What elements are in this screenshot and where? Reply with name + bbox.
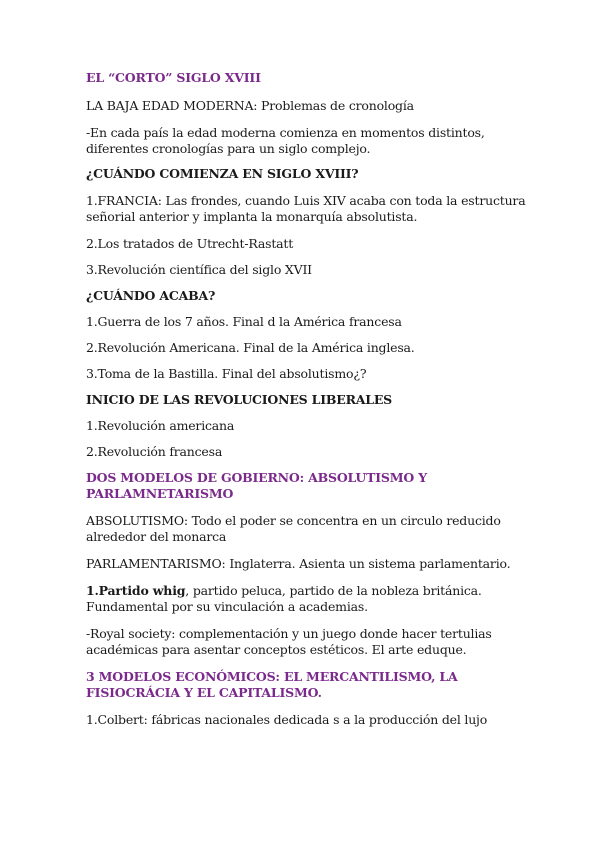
list-item-end-3: 3.Toma de la Bastilla. Final del absolutismo¿? bbox=[86, 366, 367, 381]
list-item-start-1: 1.FRANCIA: Las frondes, cuando Luis XIV acaba con toda la estructura señorial anterior y implanta la monarquía absolutista. bbox=[86, 193, 526, 224]
list-item-end-2: 2.Revolución Americana. Final de la América inglesa. bbox=[86, 340, 415, 355]
partido-whig-bold: 1.Partido whig bbox=[86, 583, 186, 598]
heading-revoluciones-liberales: INICIO DE LAS REVOLUCIONES LIBERALES bbox=[86, 392, 393, 407]
heading-cuando-acaba: ¿CUÁNDO ACABA? bbox=[86, 288, 216, 303]
paragraph-baja-edad-moderna: LA BAJA EDAD MODERNA: Problemas de cronología bbox=[86, 98, 414, 113]
document-title: EL “CORTO” SIGLO XVIII bbox=[86, 70, 261, 85]
heading-cuando-comienza: ¿CUÁNDO COMIENZA EN SIGLO XVIII? bbox=[86, 166, 359, 181]
heading-modelos-gobierno: DOS MODELOS DE GOBIERNO: ABSOLUTISMO Y PARLAMNETARISMO bbox=[86, 470, 427, 501]
paragraph-cronologias: -En cada país la edad moderna comienza en momentos distintos, diferentes cronologías para un siglo complejo. bbox=[86, 125, 485, 156]
list-item-start-3: 3.Revolución científica del siglo XVII bbox=[86, 262, 312, 277]
paragraph-parlamentarismo: PARLAMENTARISMO: Inglaterra. Asienta un sistema parlamentario. bbox=[86, 556, 511, 571]
list-item-end-1: 1.Guerra de los 7 años. Final d la América francesa bbox=[86, 314, 402, 329]
document-page bbox=[86, 70, 526, 728]
list-item-revolution-1: 1.Revolución americana bbox=[86, 418, 235, 433]
paragraph-colbert: 1.Colbert: fábricas nacionales dedicada s a la producción del lujo bbox=[86, 712, 488, 727]
partido-whig-text: , partido peluca, partido de la nobleza británica. Fundamental por su vinculación a academias. bbox=[86, 583, 482, 614]
paragraph-royal-society: -Royal society: complementación y un juego donde hacer tertulias académicas para asentar conceptos estéticos. El arte eduque. bbox=[86, 626, 492, 657]
heading-modelos-economicos: 3 MODELOS ECONÓMICOS: EL MERCANTILISMO, LA FISIOCRÁCIA Y EL CAPITALISMO. bbox=[86, 669, 458, 700]
list-item-start-2: 2.Los tratados de Utrecht-Rastatt bbox=[86, 236, 294, 251]
list-item-revolution-2: 2.Revolución francesa bbox=[86, 444, 223, 459]
paragraph-partido-whig bbox=[86, 583, 526, 615]
paragraph-absolutismo: ABSOLUTISMO: Todo el poder se concentra en un circulo reducido alrededor del monarca bbox=[86, 513, 501, 544]
